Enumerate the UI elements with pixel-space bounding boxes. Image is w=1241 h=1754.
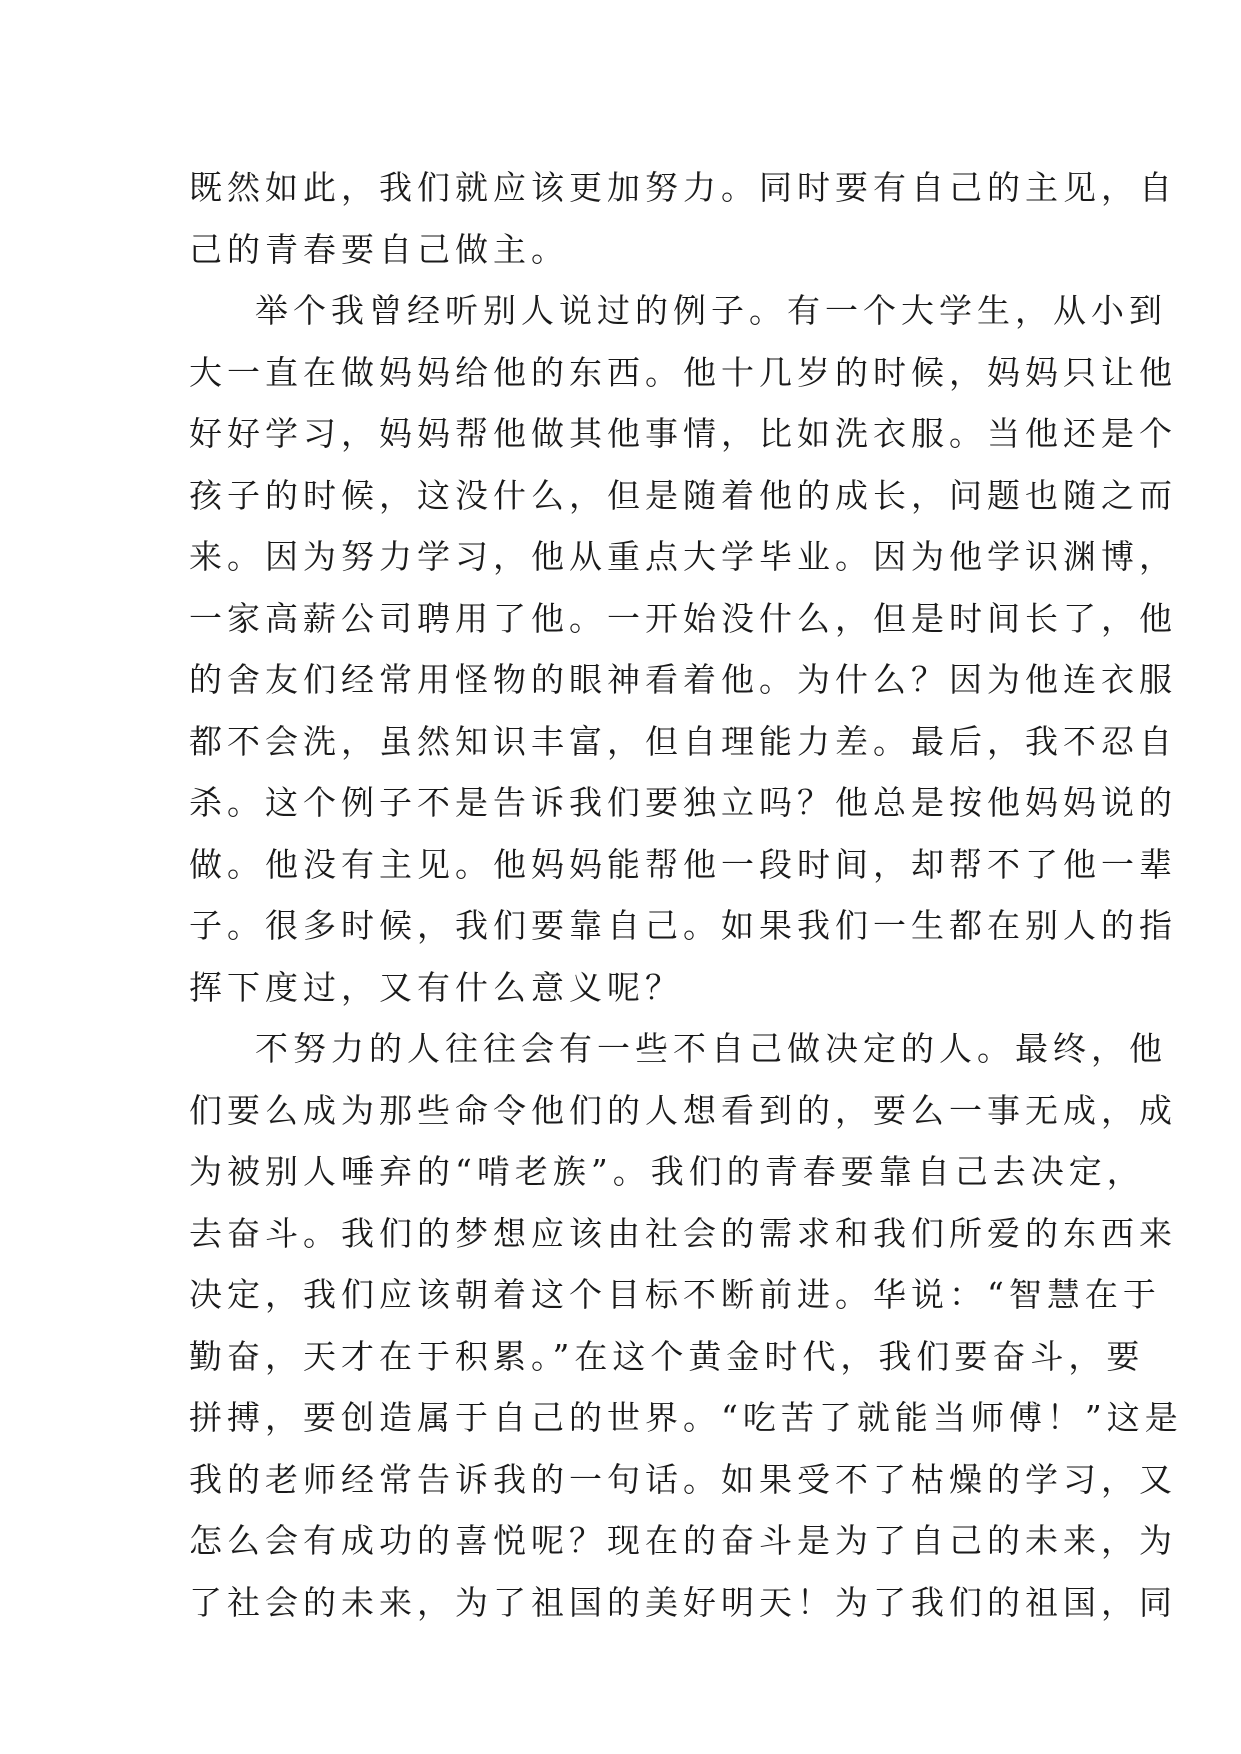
paragraph-3-line-10: 了社会的未来，为了祖国的美好明天！为了我们的祖国，同 (189, 1582, 1177, 1622)
paragraph-2-line-8: 都不会洗，虽然知识丰富，但自理能力差。最后，我不忍自 (189, 721, 1177, 761)
paragraph-3-line-2: 们要么成为那些命令他们的人想看到的，要么一事无成，成 (189, 1090, 1177, 1130)
paragraph-3-line-5: 决定，我们应该朝着这个目标不断前进。华说：“智慧在于 (189, 1275, 1161, 1314)
paragraph-2-line-11: 子。很多时候，我们要靠自己。如果我们一生都在别人的指 (189, 906, 1177, 945)
paragraph-2-line-1: 举个我曾经听别人说过的例子。有一个大学生，从小到 (255, 291, 1167, 330)
paragraph-2-line-7: 的舍友们经常用怪物的眼神看着他。为什么？因为他连衣服 (189, 660, 1177, 699)
paragraph-3-line-8: 我的老师经常告诉我的一句话。如果受不了枯燥的学习，又 (189, 1459, 1177, 1499)
paragraph-2-line-6: 一家高薪公司聘用了他。一开始没什么，但是时间长了，他 (189, 598, 1177, 638)
paragraph-2-line-2: 大一直在做妈妈给他的东西。他十几岁的时候，妈妈只让他 (189, 352, 1177, 392)
paragraph-2-line-9: 杀。这个例子不是告诉我们要独立吗？他总是按他妈妈说的 (189, 783, 1177, 822)
paragraph-2-line-4: 孩子的时候，这没什么，但是随着他的成长，问题也随之而 (189, 475, 1177, 515)
paragraph-2-line-3: 好好学习，妈妈帮他做其他事情，比如洗衣服。当他还是个 (189, 414, 1177, 453)
paragraph-2-line-12: 挥下度过，又有什么意义呢？ (189, 967, 683, 1007)
paragraph-3-line-3: 为被别人唾弃的“啃老族”。我们的青春要靠自己去决定， (189, 1152, 1145, 1191)
paragraph-1-line-1: 既然如此，我们就应该更加努力。同时要有自己的主见，自 (189, 168, 1177, 207)
document-body (189, 157, 1183, 1633)
paragraph-1-line-2: 己的青春要自己做主。 (189, 229, 569, 269)
paragraph-3-line-4: 去奋斗。我们的梦想应该由社会的需求和我们所爱的东西来 (189, 1213, 1177, 1253)
paragraph-3-line-9: 怎么会有成功的喜悦呢？现在的奋斗是为了自己的未来，为 (189, 1521, 1177, 1560)
paragraph-3-line-7: 拼搏，要创造属于自己的世界。“吃苦了就能当师傅！”这是 (189, 1398, 1183, 1437)
paragraph-3-line-6: 勤奋，天才在于积累。”在这个黄金时代，我们要奋斗，要 (189, 1336, 1145, 1376)
paragraph-3-line-1: 不努力的人往往会有一些不自己做决定的人。最终，他 (255, 1029, 1167, 1068)
paragraph-2-line-10: 做。他没有主见。他妈妈能帮他一段时间，却帮不了他一辈 (189, 844, 1177, 884)
paragraph-2-line-5: 来。因为努力学习，他从重点大学毕业。因为他学识渊博， (189, 537, 1177, 576)
